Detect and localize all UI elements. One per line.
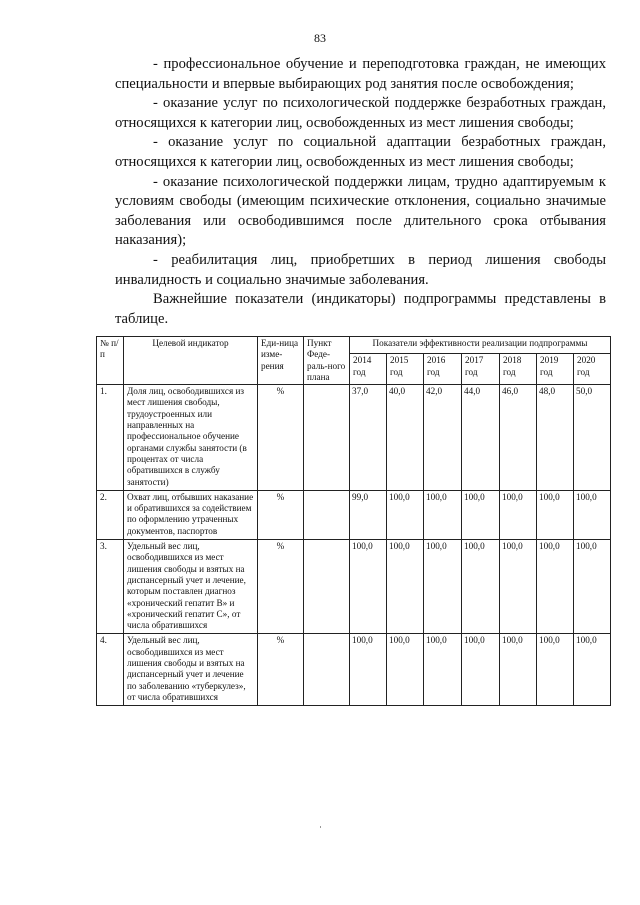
- row-num: 4.: [97, 634, 124, 706]
- table-row: [97, 385, 611, 491]
- row-indicator: Удельный вес лиц, освободившихся из мест лишения свободы и взятых на диспансерный учет и лечение, которым поставлен диагноз «хронический гепатит В» и «хронический гепатит С», от числа обратившихся: [124, 540, 258, 634]
- row-value: 100,0: [387, 540, 424, 634]
- row-value: 40,0: [387, 385, 424, 491]
- row-value: 100,0: [350, 540, 387, 634]
- paragraph: - оказание услуг по социальной адаптации безработных граждан, относящихся к категории лиц, освобожденных из мест лишения свободы;: [115, 134, 606, 170]
- row-value: 100,0: [350, 634, 387, 706]
- row-value: 100,0: [424, 540, 462, 634]
- row-unit: %: [258, 385, 304, 491]
- row-value: 100,0: [462, 634, 500, 706]
- row-value: 42,0: [424, 385, 462, 491]
- row-plan: [304, 490, 350, 539]
- row-unit: %: [258, 540, 304, 634]
- row-value: 100,0: [500, 490, 537, 539]
- row-indicator: Удельный вес лиц, освободившихся из мест лишения свободы и взятых на диспансерный учет и лечение по заболеванию «туберкулез», от числа обратившихся: [124, 634, 258, 706]
- header-federal-plan: Пункт Феде-раль-ного плана: [304, 337, 350, 385]
- row-value: 100,0: [537, 490, 574, 539]
- row-value: 48,0: [537, 385, 574, 491]
- header-year: 2020 год: [574, 354, 611, 385]
- row-unit: %: [258, 490, 304, 539]
- row-value: 100,0: [500, 540, 537, 634]
- table-row: [97, 540, 611, 634]
- paragraph: Важнейшие показатели (индикаторы) подпрограммы представлены в таблице.: [115, 291, 606, 327]
- row-value: 100,0: [387, 490, 424, 539]
- row-value: 100,0: [574, 540, 611, 634]
- header-efficiency: Показатели эффективности реализации подпрограммы: [350, 337, 611, 354]
- row-value: 100,0: [424, 634, 462, 706]
- row-value: 37,0: [350, 385, 387, 491]
- row-value: 50,0: [574, 385, 611, 491]
- row-indicator: Доля лиц, освободившихся из мест лишения свободы, трудоустроенных или направленных на профессиональное обучение органами службы занятости (в процентах от числа обратившихся в службу занятости): [124, 385, 258, 491]
- row-plan: [304, 540, 350, 634]
- indicators-table: [96, 336, 611, 706]
- header-year: 2015 год: [387, 354, 424, 385]
- header-year: 2014 год: [350, 354, 387, 385]
- row-value: 100,0: [537, 540, 574, 634]
- row-value: 100,0: [574, 634, 611, 706]
- header-indicator: Целевой индикатор: [124, 337, 258, 385]
- header-num: № п/п: [97, 337, 124, 385]
- row-value: 99,0: [350, 490, 387, 539]
- header-year: 2016 год: [424, 354, 462, 385]
- row-num: 1.: [97, 385, 124, 491]
- paragraph: - оказание услуг по психологической поддержке безработных граждан, относящихся к категории лиц, освобожденных из мест лишения свободы;: [115, 95, 606, 131]
- paragraph: - реабилитация лиц, приобретших в период лишения свободы инвалидность и социально значимые заболевания.: [115, 251, 606, 288]
- page-number: 83: [314, 31, 326, 45]
- paragraph: - оказание психологической поддержки лицам, трудно адаптируемым к условиям свободы (имеющим психические отклонения, социально значимые заболевания или освободившимся после длительного срока отбывания наказания);: [115, 173, 606, 249]
- table-header-row: [97, 337, 611, 354]
- row-plan: [304, 385, 350, 491]
- paragraph: - профессиональное обучение и переподготовка граждан, не имеющих специальности и впервые выбирающих род занятия после освобождения;: [115, 56, 606, 92]
- header-year: 2017 год: [462, 354, 500, 385]
- row-value: 100,0: [462, 540, 500, 634]
- row-num: 2.: [97, 490, 124, 539]
- row-value: 100,0: [574, 490, 611, 539]
- row-value: 100,0: [424, 490, 462, 539]
- row-value: 44,0: [462, 385, 500, 491]
- header-year: 2018 год: [500, 354, 537, 385]
- row-value: 100,0: [462, 490, 500, 539]
- scan-speck: [320, 826, 321, 828]
- row-value: 100,0: [537, 634, 574, 706]
- row-num: 3.: [97, 540, 124, 634]
- header-year: 2019 год: [537, 354, 574, 385]
- row-unit: %: [258, 634, 304, 706]
- row-plan: [304, 634, 350, 706]
- body-text: [115, 55, 606, 329]
- table-row: [97, 490, 611, 539]
- table-row: [97, 634, 611, 706]
- row-value: 100,0: [387, 634, 424, 706]
- row-value: 46,0: [500, 385, 537, 491]
- row-indicator: Охват лиц, отбывших наказание и обратившихся за содействием по оформлению утраченных документов, паспортов: [124, 490, 258, 539]
- header-unit: Еди-ница изме-рения: [258, 337, 304, 385]
- row-value: 100,0: [500, 634, 537, 706]
